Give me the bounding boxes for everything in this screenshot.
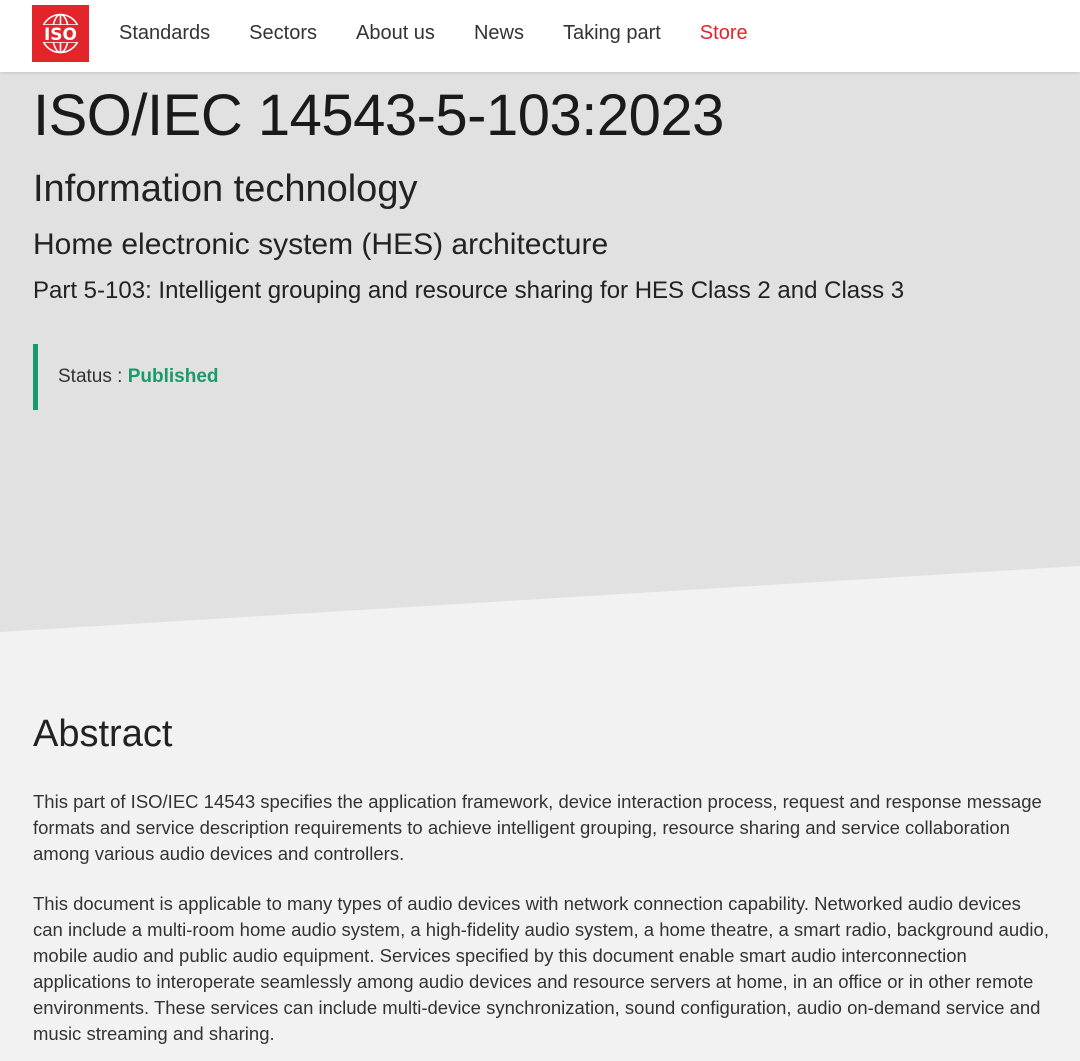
status-panel: [33, 344, 438, 410]
nav-item-store[interactable]: Store: [699, 22, 748, 44]
status-label: Status :: [58, 366, 128, 387]
abstract-heading: Abstract: [33, 713, 173, 755]
nav-item-about-us[interactable]: About us: [355, 22, 435, 44]
status-badge: Published: [127, 366, 219, 387]
top-navigation-bar: [0, 0, 1080, 72]
main-navigation: [119, 20, 787, 46]
logo-text: ISO: [43, 25, 78, 45]
nav-item-sectors[interactable]: Sectors: [249, 22, 317, 44]
iso-logo-icon[interactable]: [32, 5, 89, 62]
standard-title-main: Information technology: [33, 168, 418, 210]
abstract-paragraph: This document is applicable to many types of audio devices with network connection capability. Networked audio devices can include a multi-room home audio system, a high-fidelity audio system, a home theatre, a smart radio, background audio, mobile audio and public audio equipment. Services specified by this document enable smart audio interconnection applications to interoperate seamlessly among audio devices and resource servers at home, in an office or in other remote environments. These services can include multi-device synchronization, sound configuration, audio on-demand service and music streaming and sharing.: [33, 893, 1049, 1044]
standard-title-part: Part 5-103: Intelligent grouping and resource sharing for HES Class 2 and Class 3: [33, 277, 905, 304]
nav-item-standards[interactable]: Standards: [119, 22, 211, 44]
abstract-paragraph: This part of ISO/IEC 14543 specifies the application framework, device interaction process, request and response message formats and service description requirements to achieve intelligent grouping, resource sharing and service collaboration among various audio devices and controllers.: [33, 791, 1042, 864]
standard-title-sub: Home electronic system (HES) architecture: [33, 228, 609, 261]
standard-reference-number: ISO/IEC 14543-5-103:2023: [33, 83, 724, 148]
nav-item-taking-part[interactable]: Taking part: [562, 22, 661, 44]
nav-item-news[interactable]: News: [473, 22, 524, 44]
status-line: [58, 366, 219, 388]
hero-slanted-divider: [0, 560, 1080, 640]
